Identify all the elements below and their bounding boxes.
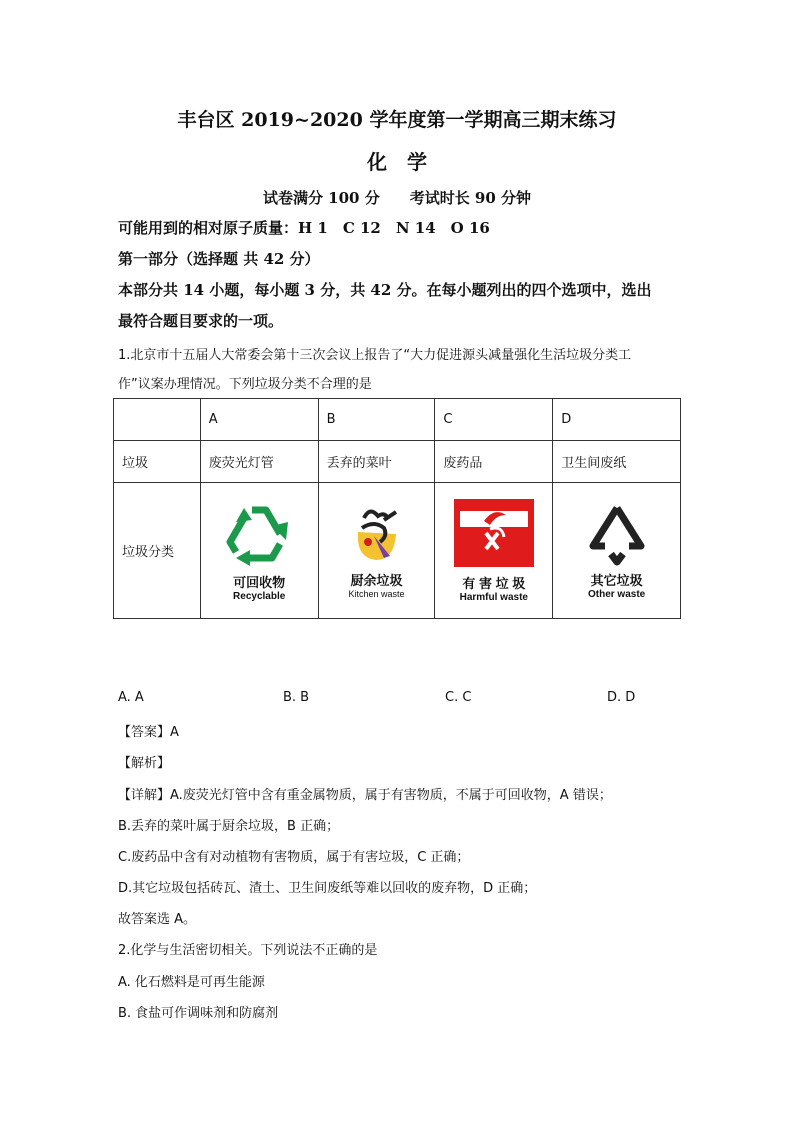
q2-stem: 2.化学与生活密切相关。下列说法不正确的是 (118, 943, 378, 958)
q1-detail-line: D.其它垃圾包括砖瓦、渣土、卫生间废纸等难以回收的废弃物，D 正确； (118, 881, 537, 896)
q1-option-a: A. A (118, 690, 144, 705)
q1-option-b: B. B (283, 690, 310, 705)
q1-detail-line: 【详解】A.废荧光灯管中含有重金属物质，属于有害物质，不属于可回收物，A 错误； (118, 788, 612, 803)
garbage-cell: 丢弃的菜叶 (318, 441, 435, 483)
garbage-cell: 废荧光灯管 (200, 441, 318, 483)
q1-detail-line: C.废药品中含有对动植物有害物质，属于有害垃圾，C 正确； (118, 850, 470, 865)
garbage-cell: 卫生间废纸 (553, 441, 681, 483)
class-en-label: Recyclable (233, 590, 286, 602)
class-en-label: Other waste (587, 588, 646, 600)
garbage-table (113, 398, 681, 619)
table-row-garbage (114, 441, 681, 483)
exam-info: 试卷满分 100 分 考试时长 90 分钟 (262, 189, 532, 207)
q1-detail-line: 故答案选 A。 (118, 912, 197, 927)
row-label-garbage: 垃圾 (114, 441, 201, 483)
garbage-cell: 废药品 (435, 441, 553, 483)
part1-instruction-line1: 本部分共 14 小题，每小题 3 分，共 42 分。在每小题列出的四个选项中，选出 (118, 281, 652, 299)
table-header-cell (114, 399, 201, 441)
table-header-cell: A (200, 399, 318, 441)
q1-option-d: D. D (607, 690, 636, 705)
class-cn-label: 有 害 垃 圾 (462, 575, 526, 591)
atomic-masses: 可能用到的相对原子质量：H 1 C 12 N 14 O 16 (118, 219, 490, 237)
class-en-label: Kitchen waste (348, 589, 405, 599)
class-cell-recyclable (200, 483, 318, 619)
q1-detail-line: B.丢弃的菜叶属于厨余垃圾，B 正确； (118, 819, 340, 834)
q1-stem-line2: 作”议案办理情况。下列垃圾分类不合理的是 (118, 377, 372, 392)
class-cell-harmful (435, 483, 553, 619)
table-header-cell: B (318, 399, 435, 441)
row-label-class: 垃圾分类 (114, 483, 201, 619)
class-cn-label: 厨余垃圾 (350, 573, 403, 588)
class-cell-kitchen (318, 483, 435, 619)
kitchen-waste-icon (344, 502, 408, 566)
table-header-cell: D (553, 399, 681, 441)
table-header-row (114, 399, 681, 441)
class-cell-other (553, 483, 681, 619)
subject-title: 化 学 (367, 150, 427, 174)
q2-option-a: A. 化石燃料是可再生能源 (118, 975, 265, 990)
q1-stem-line1: 1.北京市十五届人大常委会第十三次会议上报告了“大力促进源头减量强化生活垃圾分类工 (118, 348, 632, 363)
part1-heading: 第一部分（选择题 共 42 分） (118, 250, 320, 268)
class-cn-label: 可回收物 (233, 574, 286, 590)
part1-instruction-line2: 最符合题目要求的一项。 (118, 312, 284, 330)
class-en-label: Harmful waste (459, 591, 528, 603)
q1-option-c: C. C (445, 690, 472, 705)
table-header-cell: C (435, 399, 553, 441)
q1-analysis-label: 【解析】 (118, 756, 171, 771)
q1-answer: 【答案】A (118, 725, 179, 740)
harmful-waste-icon (454, 499, 534, 569)
other-waste-icon (585, 502, 649, 566)
recycle-icon (222, 500, 296, 568)
table-row-class (114, 483, 681, 619)
exam-title: 丰台区 2019~2020 学年度第一学期高三期末练习 (177, 109, 617, 131)
q2-option-b: B. 食盐可作调味剂和防腐剂 (118, 1006, 279, 1021)
class-cn-label: 其它垃圾 (590, 572, 643, 588)
